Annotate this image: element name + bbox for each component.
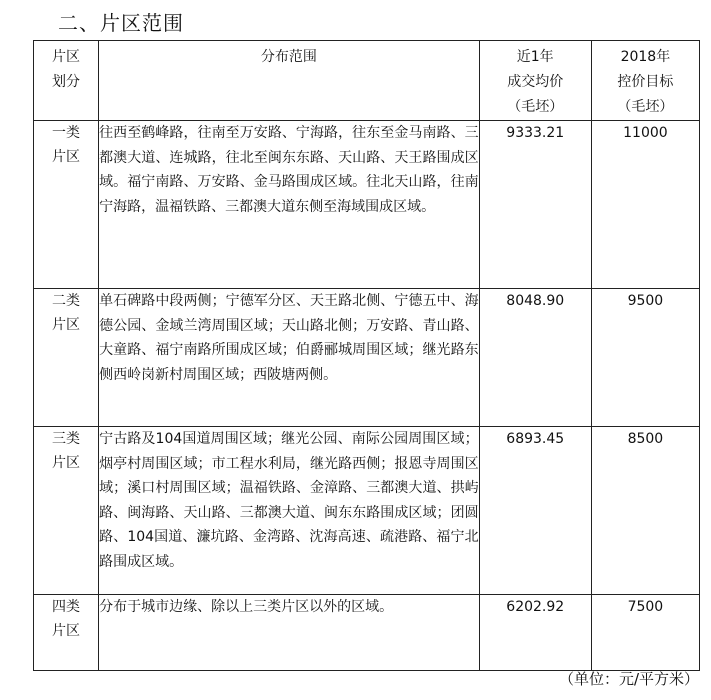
zone-range-cell: 单石碑路中段两侧；宁德军分区、天王路北侧、宁德五中、海德公园、金域兰湾周围区域；天山路北侧；万安路、青山路、大童路、福宁南路所围成区域；伯爵郦城周围区域；继光路东侧西岭岗新村周围区域；西陂塘两侧。: [99, 289, 480, 427]
target-price-cell: 8500: [591, 427, 699, 595]
zone-range-cell: 往西至鹤峰路，往南至万安路、宁海路，往东至金马南路、三都澳大道、连城路，往北至闽东东路、天山路、天王路围成区域。福宁南路、万安路、金马路围成区域。往北天山路，往南宁海路，温福铁路、三都澳大道东侧至海域围成区域。: [99, 121, 480, 289]
zone-range-cell: 分布于城市边缘、除以上三类片区以外的区域。: [99, 595, 480, 671]
section-title: 二、片区范围: [58, 11, 184, 35]
header-zone: [34, 41, 99, 121]
header-zone-text: 片区 划分: [52, 49, 81, 90]
target-price-cell: 9500: [591, 289, 699, 427]
header-range: [99, 41, 480, 121]
header-avg-price: [479, 41, 591, 121]
unit-note: （单位：元/平方米）: [558, 670, 699, 688]
avg-price-cell: 6893.45: [479, 427, 591, 595]
avg-price-cell: 9333.21: [479, 121, 591, 289]
header-target: [591, 41, 699, 121]
zone-name: 二类 片区: [52, 293, 81, 333]
table-row: [34, 595, 700, 671]
zone-name-cell: [34, 289, 99, 427]
target-price-cell: 11000: [591, 121, 699, 289]
table-header-row: [34, 41, 700, 121]
avg-price-cell: 6202.92: [479, 595, 591, 671]
zone-range-cell: 宁古路及104国道周围区域；继光公园、南际公园周围区域；烟亭村周围区域；市工程水利局，继光路西侧；报恩寺周围区域；溪口村周围区域；温福铁路、金漳路、三都澳大道、拱屿路、闽海路、天山路、三都澳大道、闽东东路围成区域；团圆路、104国道、濂坑路、金湾路、沈海高速、疏港路、福宁北路围成区域。: [99, 427, 480, 595]
header-range-text: 分布范围: [260, 49, 317, 65]
table-row: [34, 427, 700, 595]
zone-name-cell: [34, 427, 99, 595]
table-row: [34, 121, 700, 289]
header-target-text: 2018年 控价目标 （毛坯）: [617, 49, 674, 115]
zone-name-cell: [34, 595, 99, 671]
table-row: [34, 289, 700, 427]
zone-price-table: [33, 40, 700, 671]
zone-name-cell: [34, 121, 99, 289]
header-avg-price-text: 近1年 成交均价 （毛坯）: [507, 49, 564, 115]
target-price-cell: 7500: [591, 595, 699, 671]
zone-name: 四类 片区: [52, 599, 81, 639]
zone-name: 一类 片区: [52, 125, 81, 165]
zone-name: 三类 片区: [52, 431, 81, 471]
avg-price-cell: 8048.90: [479, 289, 591, 427]
